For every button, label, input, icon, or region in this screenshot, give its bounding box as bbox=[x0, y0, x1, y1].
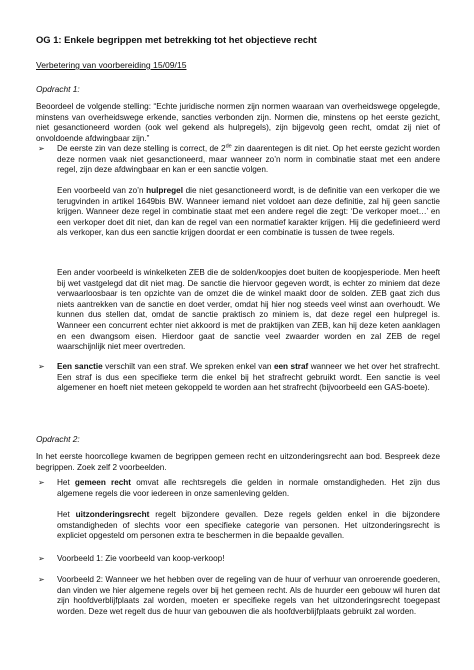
opdracht1-zeb-paragraph: Een ander voorbeeld is winkelketen ZEB die de solden/koopjes doet buiten de koopjesperiode. Men heeft bij wet vastgelegd dat dit niet mag. De sanctie die hiervoor gegeven wordt, is echter zo miniem dat deze verwaarloosbaar is ten opzichte van de omzet die de winkel maakt door de solden. ZEB gaat zich dus niets aantrekken van de sanctie en doet verder, omdat hij hier nog steeds veel winst aan overhoudt. We kunnen dus stellen dat, omdat de sanctie praktisch zo miniem is, dat deze regel een hulpregel is. Wanneer een concurrent echter niet akkoord is met de praktijken van ZEB, kan hij deze keten aanklagen en een dwangsom eisen. Hierdoor gaat de sanctie veel zwaarder worden en zal ZEB de regel waarschijnlijk niet meer overtreden. bbox=[57, 268, 440, 352]
arrow-bullet-icon: ➢ bbox=[38, 144, 45, 153]
arrow-bullet-icon: ➢ bbox=[38, 362, 45, 371]
bullet-text: Voorbeeld 2: Wanneer we het hebben over de regeling van de huur of verhuur van onroerende goederen, dan vinden we hier algemene regels over bij het gemeen recht. Als de huurder een gebouw wil huren dat zijn hoofdverblijfplaats zal worden, moeten er specifieke regels van het uitzonderingsrecht toegepast worden. Deze wet regelt dus de huur van gebouwen die als hoofdverblijfplaats gebruikt zal worden. bbox=[57, 575, 440, 616]
arrow-bullet-icon: ➢ bbox=[38, 478, 45, 487]
opdracht2-uitzonderingsrecht-paragraph: Het uitzonderingsrecht regelt bijzondere gevallen. Deze regels gelden enkel in die bijzondere omstandigheden of slechts voor een specifieke categorie van personen. Het uitzonderingsrecht is expliciet opgesteld om personen extra te beschermen in die bepaalde gevallen. bbox=[57, 510, 440, 541]
bullet-text: Voorbeeld 1: Zie voorbeeld van koop-verkoop! bbox=[57, 554, 225, 563]
document-subtitle: Verbetering van voorbereiding 15/09/15 bbox=[36, 60, 187, 70]
arrow-bullet-icon: ➢ bbox=[38, 554, 45, 563]
opdracht1-hulpregel-paragraph: Een voorbeeld van zo’n hulpregel die niet gesanctioneerd wordt, is de definitie van een verkoper die we terugvinden in artikel 1649bis BW. Wanneer iemand niet voldoet aan deze definitie, zal hij geen sanctie krijgen. Wanneer deze regel in combinatie staat met een andere regel die zegt: ‘De verkoper moet…’ en een verkoper doet dit niet, dan kan de regel van een normatief karakter krijgen. Hij die gedefinieerd werd als verkoper, kan dus een sanctie krijgen doordat er een combinatie is tussen de twee regels. bbox=[57, 186, 440, 238]
opdracht1-intro: Beoordeel de volgende stelling: “Echte juridische normen zijn normen waaraan van overheidswege opgelegde, minstens van overheidswege erkende, sancties verbonden zijn. Normen die, minstens op het eerste gezicht, niet gesanctioneerd worden (ook wel gekend als hulpregels), zijn bijgevolg geen recht, omdat zij niet of onvoldoende afdwingbaar zijn.” bbox=[36, 102, 440, 143]
bullet-text: Het gemeen recht omvat alle rechtsregels die gelden in normale omstandigheden. Het zijn dus algemene regels die voor iedereen in onze samenleving gelden. bbox=[57, 478, 440, 498]
document-title: OG 1: Enkele begrippen met betrekking tot het objectieve recht bbox=[36, 34, 317, 45]
bullet-text: De eerste zin van deze stelling is correct, de 2de zin daarentegen is dit niet. Op het eerste gezicht worden deze normen vaak niet gesanctioneerd, maar wanneer zo’n norm in combinatie staat met een andere regel, zijn deze afdwingbaar en kan er een sanctie volgen. bbox=[57, 143, 440, 175]
opdracht2-intro: In het eerste hoorcollege kwamen de begrippen gemeen recht en uitzonderingsrecht aan bod. Bespreek deze begrippen. Zoek zelf 2 voorbeelden. bbox=[36, 452, 440, 472]
opdracht2-heading: Opdracht 2: bbox=[36, 434, 80, 444]
bullet-text: Een sanctie verschilt van een straf. We spreken enkel van een straf wanneer we het over het strafrecht. Een straf is dus een specifieke term die enkel bij het strafrecht gebruikt wordt. Een sanctie is veel algemener en hoeft niet meteen gekoppeld te worden aan het strafrecht (bijvoorbeeld een GAS-boete). bbox=[57, 362, 440, 393]
arrow-bullet-icon: ➢ bbox=[38, 575, 45, 584]
opdracht1-heading: Opdracht 1: bbox=[36, 84, 80, 94]
